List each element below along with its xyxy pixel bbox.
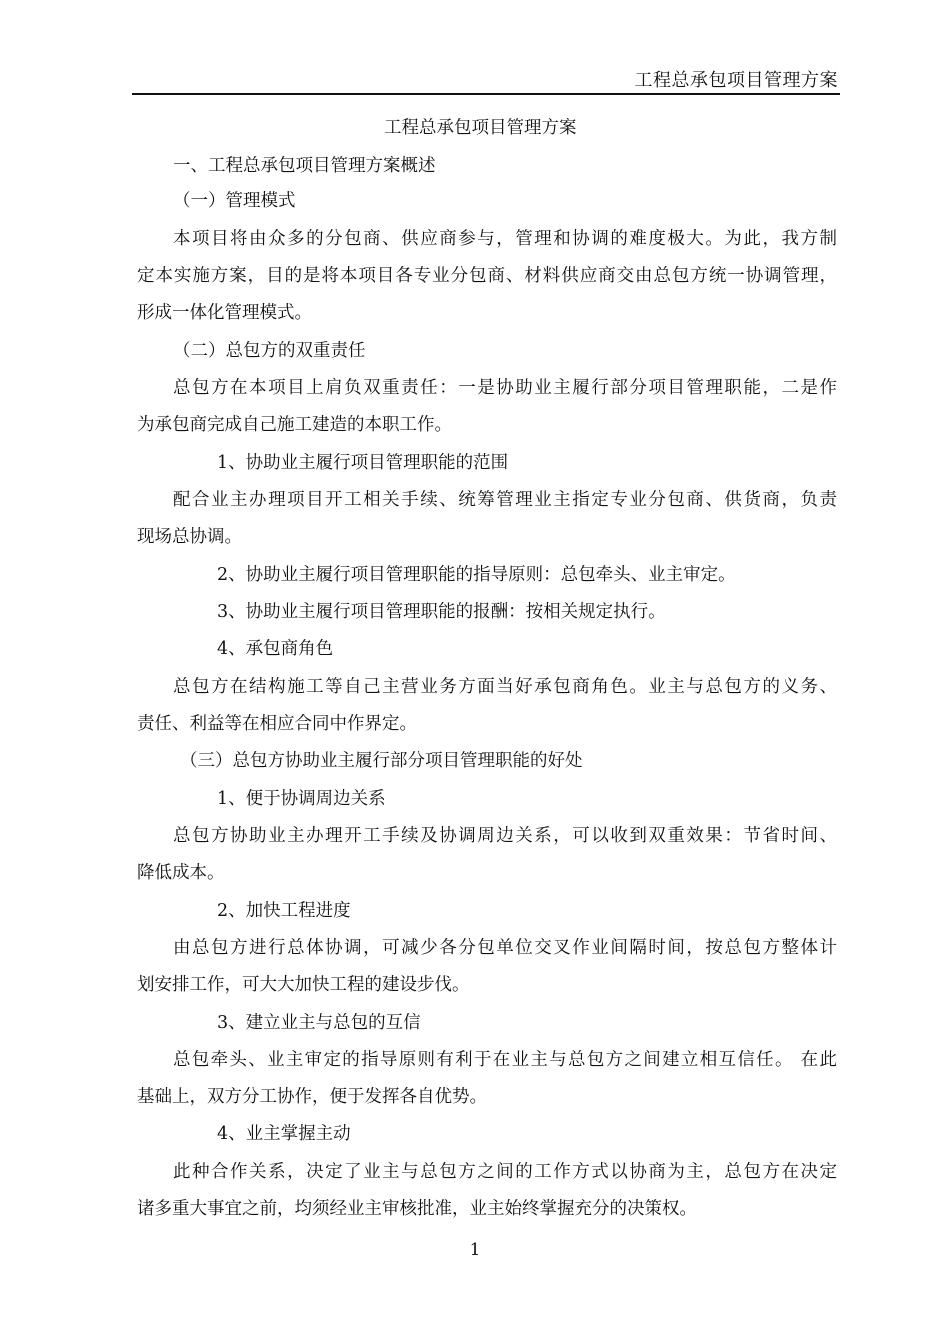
paragraph-line: 责任、利益等在相应合同中作界定。 xyxy=(137,714,417,734)
paragraph-line: 配合业主办理项目开工相关手续、统筹管理业主指定专业分包商、供货商，负责 xyxy=(173,490,837,510)
paragraph-line: 此种合作关系，决定了业主与总包方之间的工作方式以协商为主，总包方在决定 xyxy=(173,1162,837,1182)
paragraph-line: 形成一体化管理模式。 xyxy=(137,303,312,323)
paragraph-line: 总包方在本项目上肩负双重责任：一是协助业主履行部分项目管理职能，二是作 xyxy=(173,378,837,398)
header-rule xyxy=(132,93,840,95)
numbered-item: 4、承包商角色 xyxy=(217,639,334,659)
numbered-item: 2、加快工程进度 xyxy=(217,901,351,921)
paragraph-line: 现场总协调。 xyxy=(137,527,242,547)
subsection-heading: （一）管理模式 xyxy=(173,191,296,211)
paragraph-line: 总包方在结构施工等自己主营业务方面当好承包商角色。业主与总包方的义务、 xyxy=(173,677,837,697)
paragraph-line: 诸多重大事宜之前，均须经业主审核批准，业主始终掌握充分的决策权。 xyxy=(137,1199,697,1219)
numbered-item: 3、协助业主履行项目管理职能的报酬：按相关规定执行。 xyxy=(217,602,666,622)
subsection-heading: （三）总包方协助业主履行部分项目管理职能的好处 xyxy=(180,751,583,771)
document-title: 工程总承包项目管理方案 xyxy=(384,118,577,138)
paragraph-line: 由总包方进行总体协调，可减少各分包单位交叉作业间隔时间，按总包方整体计 xyxy=(173,938,837,958)
paragraph-line: 本项目将由众多的分包商、供应商参与，管理和协调的难度极大。为此，我方制 xyxy=(173,229,837,249)
numbered-item: 4、业主掌握主动 xyxy=(217,1124,351,1144)
paragraph-line: 降低成本。 xyxy=(137,863,225,883)
paragraph-line: 划安排工作，可大大加快工程的建设步伐。 xyxy=(137,975,470,995)
paragraph-line: 为承包商完成自己施工建造的本职工作。 xyxy=(137,415,452,435)
paragraph-line: 基础上，双方分工协作，便于发挥各自优势。 xyxy=(137,1087,487,1107)
paragraph-line: 总包牵头、业主审定的指导原则有利于在业主与总包方之间建立相互信任。 在此 xyxy=(173,1050,837,1070)
numbered-item: 2、协助业主履行项目管理职能的指导原则：总包牵头、业主审定。 xyxy=(217,565,736,585)
numbered-item: 1、便于协调周边关系 xyxy=(217,789,386,809)
page-number: 1 xyxy=(469,1240,481,1260)
numbered-item: 1、协助业主履行项目管理职能的范围 xyxy=(217,453,509,473)
paragraph-line: 总包方协助业主办理开工手续及协调周边关系，可以收到双重效果：节省时间、 xyxy=(173,826,837,846)
subsection-heading: （二）总包方的双重责任 xyxy=(173,341,366,361)
section-heading: 一、工程总承包项目管理方案概述 xyxy=(173,156,436,176)
paragraph-line: 定本实施方案，目的是将本项目各专业分包商、材料供应商交由总包方统一协调管理， xyxy=(137,266,837,286)
running-header: 工程总承包项目管理方案 xyxy=(634,70,838,91)
numbered-item: 3、建立业主与总包的互信 xyxy=(217,1013,421,1033)
